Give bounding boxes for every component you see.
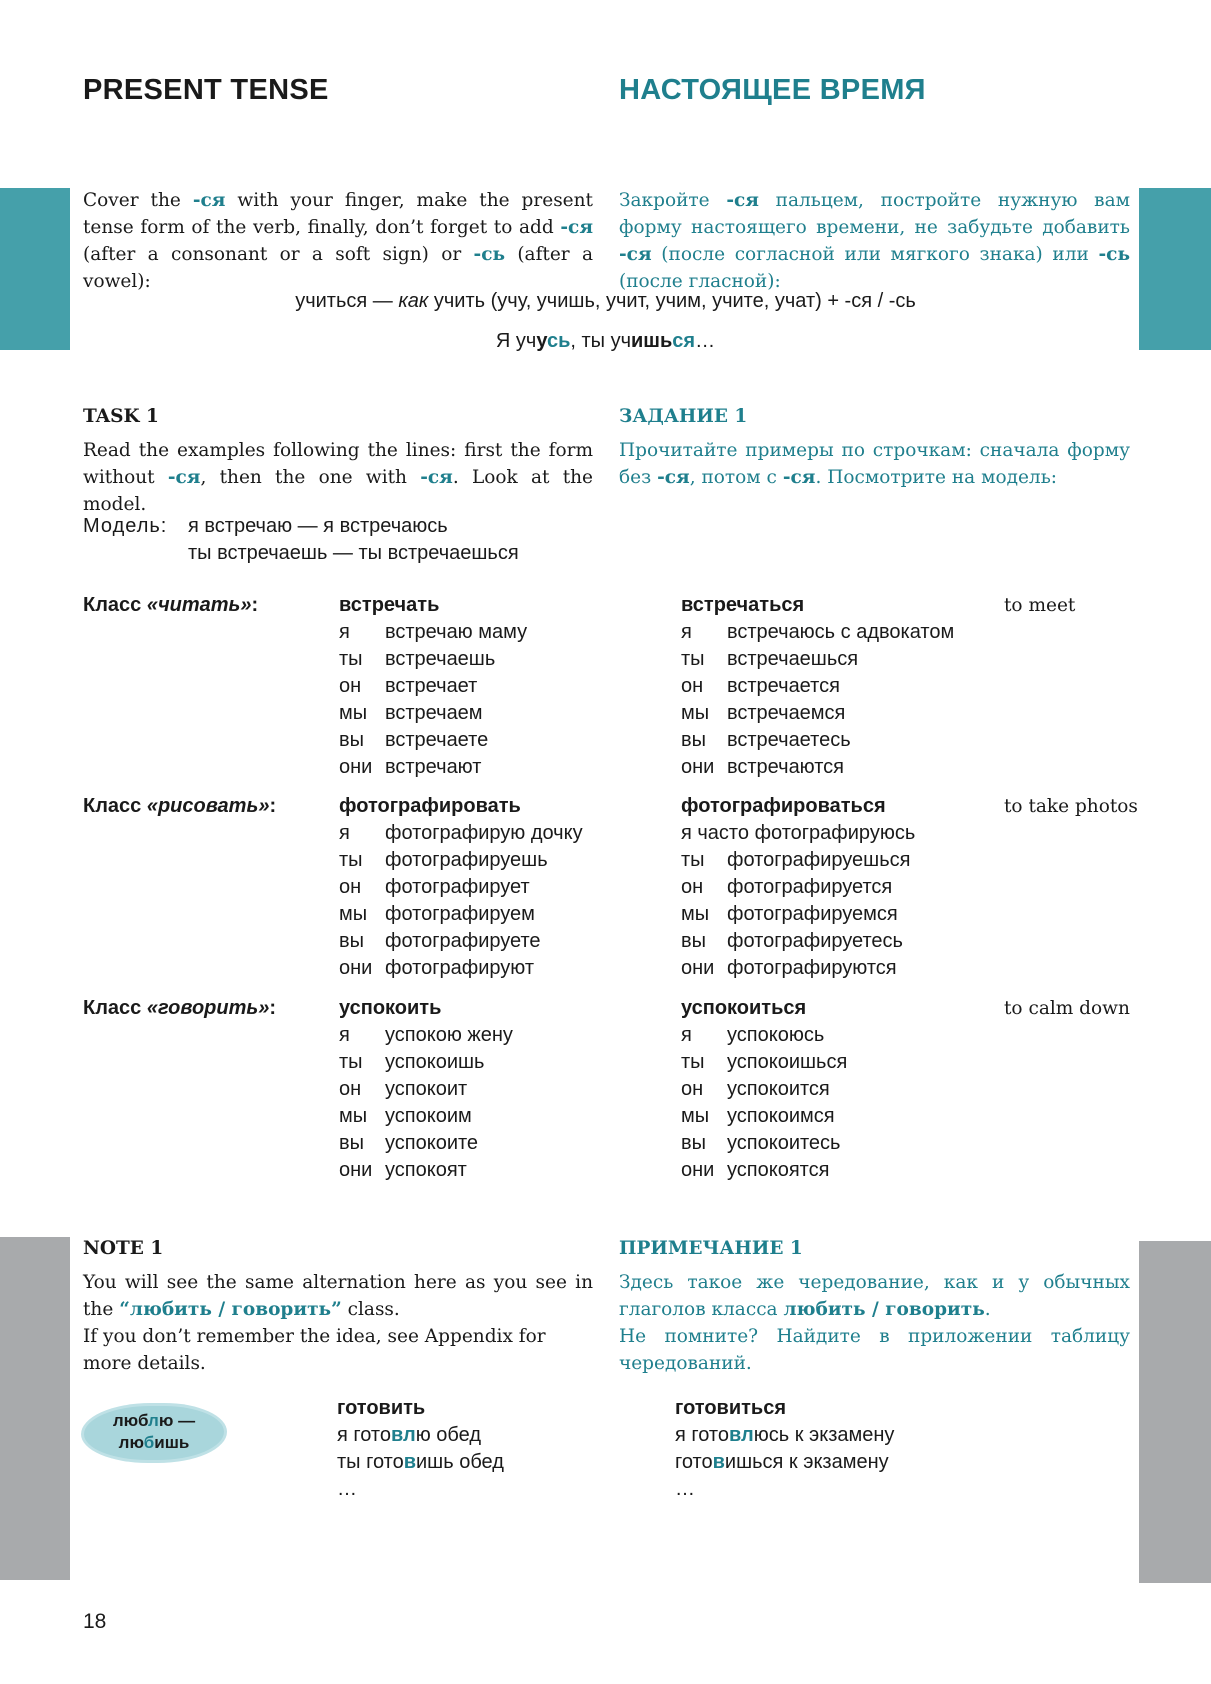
class-block-risovat <box>0 793 1211 983</box>
model-line-2: ты встречаешь — ты встречаешься <box>188 542 519 564</box>
conjugation-row: ты встречаешься <box>681 648 859 670</box>
conjugation-row: вы встречаете <box>339 729 489 751</box>
conjugation-row: вы фотографируетесь <box>681 930 903 952</box>
conjugation-row: мы фотографируем <box>339 903 535 925</box>
verb-reflexive-infinitive: встречаться <box>681 594 805 616</box>
conjugation-row: мы успокоимся <box>681 1105 835 1127</box>
conjugation-row: мы успокоим <box>339 1105 472 1127</box>
class-block-govorit <box>0 995 1211 1185</box>
note-example-right <box>675 1395 894 1503</box>
intro-formula: учиться — как учить (учу, учишь, учит, учим, учите, учат) + -ся / -сь <box>295 290 916 312</box>
reflexive-conjugation-list <box>681 619 954 781</box>
note-example-left <box>337 1395 504 1503</box>
conjugation-row: ты фотографируешь <box>339 849 548 871</box>
class-label: Класс «рисовать»: <box>83 795 277 817</box>
conjugation-row: я фотографирую дочку <box>339 822 583 844</box>
conjugation-row: ты фотографируешься <box>681 849 911 871</box>
conjugation-row: они встречают <box>339 756 482 778</box>
conjugation-row: они успокоят <box>339 1159 467 1181</box>
page-number: 18 <box>83 1610 107 1633</box>
conjugation-row: он фотографирует <box>339 876 530 898</box>
task-heading-ru: ЗАДАНИЕ 1 <box>619 406 748 427</box>
conjugation-row: ты успокоишься <box>681 1051 848 1073</box>
note-text-ru: Здесь такое же чередование, как и у обычных глаголов класса любить / говорить. Не помните? Найдите в приложении таблицу чередований. <box>619 1272 1130 1374</box>
conjugation-row: ты успокоишь <box>339 1051 485 1073</box>
conjugation-row: мы встречаем <box>339 702 483 724</box>
conjugation-row: он встречается <box>681 675 840 697</box>
conjugation-row: вы успокоитесь <box>681 1132 841 1154</box>
conjugation-row: вы встречаетесь <box>681 729 851 751</box>
conjugation-row: они успокоятся <box>681 1159 830 1181</box>
note-heading-en: NOTE 1 <box>83 1238 164 1259</box>
verb-translation: to meet <box>1004 595 1076 616</box>
conjugation-row: я успокою жену <box>339 1024 513 1046</box>
conjugation-row: они фотографируют <box>339 957 534 979</box>
verb-infinitive: фотографировать <box>339 795 521 817</box>
conjugation-row: мы встречаемся <box>681 702 846 724</box>
ellipsis: … <box>675 1478 695 1500</box>
verb-reflexive-infinitive: фотографироваться <box>681 795 886 817</box>
conjugation-row: я успокоюсь <box>681 1024 825 1046</box>
verb-reflexive-infinitive: успокоиться <box>681 997 807 1019</box>
right-teal-bar <box>1139 188 1211 350</box>
verb-translation: to calm down <box>1004 998 1130 1019</box>
model-line-1: я встречаю — я встречаюсь <box>188 515 448 537</box>
verb-translation: to take photos <box>1004 796 1138 817</box>
example-line: готовишься к экзамену <box>675 1451 889 1473</box>
verb-infinitive: успокоить <box>339 997 442 1019</box>
class-block-chitat <box>0 592 1211 782</box>
conjugation-row: ты встречаешь <box>339 648 496 670</box>
conjugation-list <box>339 619 527 781</box>
left-teal-bar <box>0 188 70 350</box>
page-title-en: PRESENT TENSE <box>83 74 329 106</box>
conjugation-row: я встречаюсь с адвокатом <box>681 621 955 643</box>
class-label: Класс «читать»: <box>83 594 259 616</box>
left-gray-bar <box>0 1237 70 1580</box>
note-heading-ru: ПРИМЕЧАНИЕ 1 <box>619 1238 803 1259</box>
verb-infinitive: встречать <box>339 594 440 616</box>
conjugation-row: он успокоит <box>339 1078 468 1100</box>
conjugation-row: он успокоится <box>681 1078 830 1100</box>
example-line: я готовлю обед <box>337 1424 481 1446</box>
intro-text-ru: Закройте -ся пальцем, постройте нужную вам форму настоящего времени, не забудьте добавить -ся (после согласной или мягкого знака) или -сь (после гласной): <box>619 190 1130 292</box>
reflexive-conjugation-list <box>681 820 915 982</box>
conjugation-list <box>339 820 583 982</box>
intro-text-en: Cover the -ся with your finger, make the present tense form of the verb, finally, don’t forget to add -ся (after a consonant or a soft sign) or -сь (after a vowel): <box>83 190 593 292</box>
verb-infinitive: готовить <box>337 1397 426 1419</box>
conjugation-row: они встречаются <box>681 756 845 778</box>
ellipsis: … <box>337 1478 357 1500</box>
conjugation-row: он встречает <box>339 675 478 697</box>
conjugation-row: я встречаю маму <box>339 621 528 643</box>
model-label: Модель: <box>83 515 168 537</box>
task-heading-en: TASK 1 <box>83 406 159 427</box>
conjugation-row: они фотографируются <box>681 957 897 979</box>
example-line: ты готовишь обед <box>337 1451 504 1473</box>
example-line: я готовлюсь к экзамену <box>675 1424 895 1446</box>
reflexive-conjugation-list <box>681 1022 847 1184</box>
verb-reflexive-infinitive: готовиться <box>675 1397 787 1419</box>
intro-example: Я учусь, ты учишься… <box>495 330 716 352</box>
right-gray-bar <box>1139 1241 1211 1583</box>
conjugation-list <box>339 1022 513 1184</box>
conjugation-row: вы успокоите <box>339 1132 479 1154</box>
task-text-ru: Прочитайте примеры по строчкам: сначала форму без -ся, потом с -ся. Посмотрите на модель: <box>619 440 1130 488</box>
conjugation-row: мы фотографируемся <box>681 903 898 925</box>
conjugation-row: он фотографируется <box>681 876 893 898</box>
task-text-en: Read the examples following the lines: first the form without -ся, then the one with -ся. Look at the model. <box>83 440 594 515</box>
class-label: Класс «говорить»: <box>83 997 277 1019</box>
page-title-ru: НАСТОЯЩЕЕ ВРЕМЯ <box>619 74 926 106</box>
conjugation-row: вы фотографируете <box>339 930 541 952</box>
conjugation-row: я часто фотографируюсь <box>681 822 916 844</box>
note-text-en: You will see the same alternation here as you see in the “любить / говорить” class. If you don’t remember the idea, see Appendix for more details. <box>83 1272 593 1374</box>
alternation-cloud: люблю — любишь <box>84 1406 224 1460</box>
